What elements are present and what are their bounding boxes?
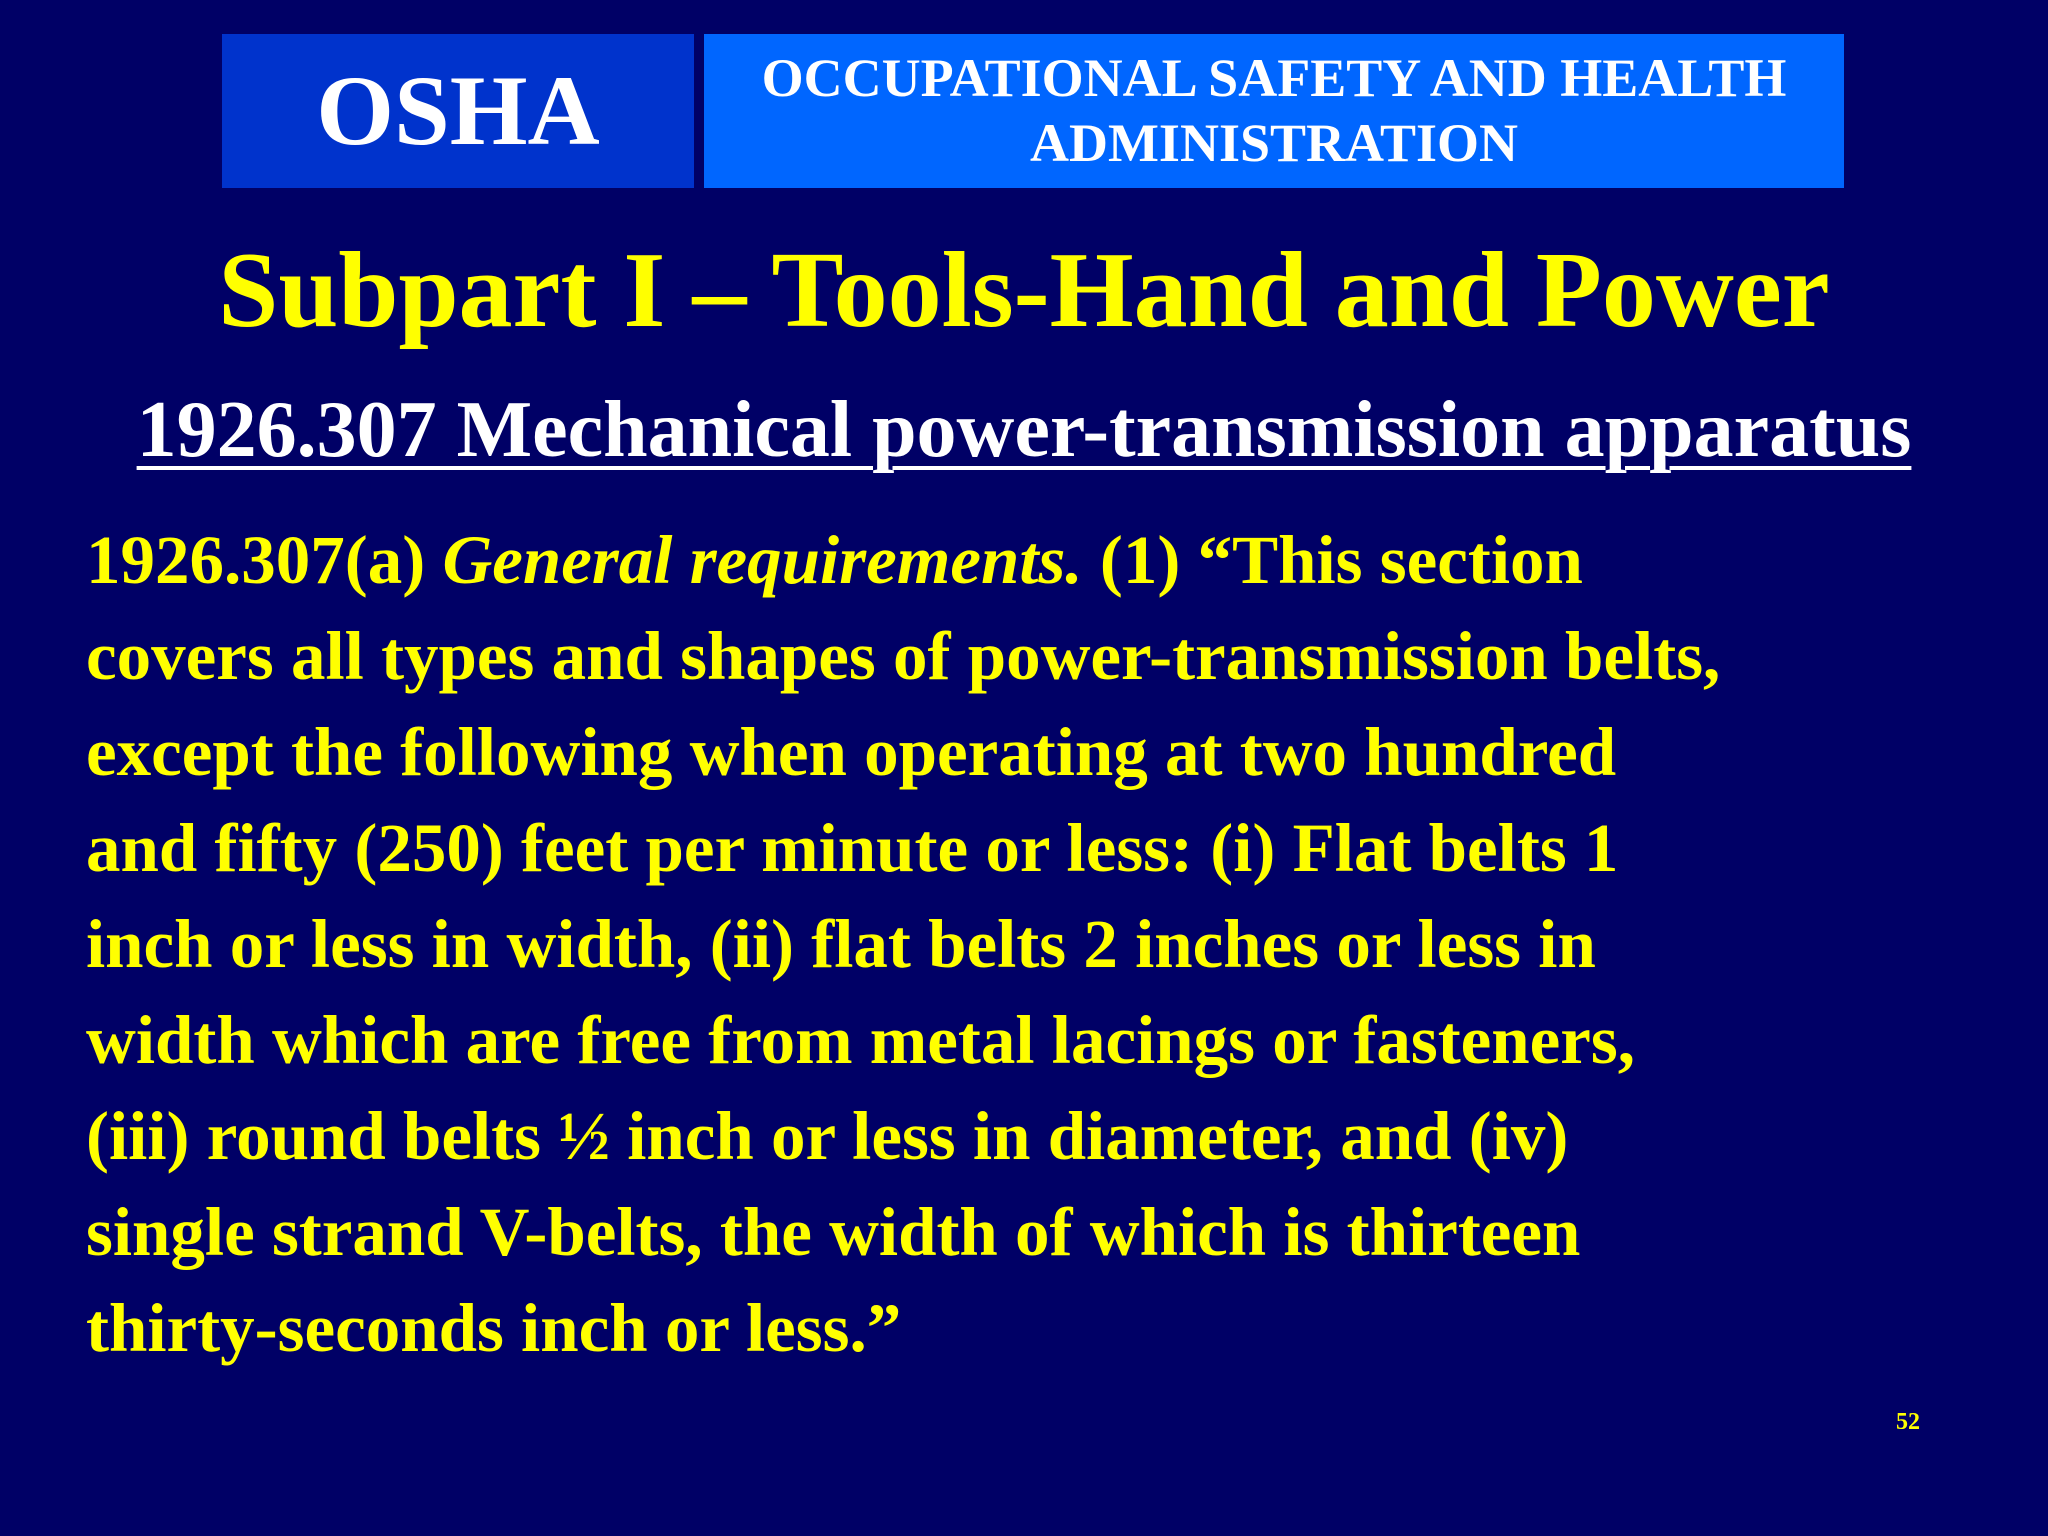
page-number: 52	[1896, 1409, 1920, 1435]
regulation-line-4: and fifty (250) feet per minute or less: (i) Flat belts 1	[86, 810, 1619, 886]
slide-subtitle: 1926.307 Mechanical power-transmission apparatus	[136, 386, 1912, 474]
agency-name-line-2: ADMINISTRATION	[1029, 113, 1519, 173]
regulation-text	[86, 512, 2006, 1376]
regulation-line-1	[86, 512, 2006, 608]
agency-name-line-1: OCCUPATIONAL SAFETY AND HEALTH	[761, 48, 1787, 109]
osha-logo-box	[222, 34, 694, 188]
regulation-line-5: inch or less in width, (ii) flat belts 2 inches or less in	[86, 906, 1596, 982]
regulation-heading: General requirements.	[442, 522, 1083, 598]
regulation-line-9: thirty-seconds inch or less.”	[86, 1290, 902, 1366]
regulation-line-1-rest: (1) “This section	[1082, 522, 1583, 598]
regulation-citation: 1926.307(a)	[86, 522, 443, 598]
regulation-line-3: except the following when operating at two hundred	[86, 714, 1617, 790]
regulation-line-6: width which are free from metal lacings or fasteners,	[86, 1002, 1636, 1078]
osha-logo-text: OSHA	[316, 55, 600, 166]
slide-title: Subpart I – Tools-Hand and Power	[218, 231, 1830, 350]
regulation-line-2: covers all types and shapes of power-transmission belts,	[86, 618, 1721, 694]
agency-name-box	[704, 34, 1844, 188]
regulation-line-8: single strand V-belts, the width of which is thirteen	[86, 1194, 1581, 1270]
regulation-line-7: (iii) round belts ½ inch or less in diameter, and (iv)	[86, 1098, 1569, 1174]
